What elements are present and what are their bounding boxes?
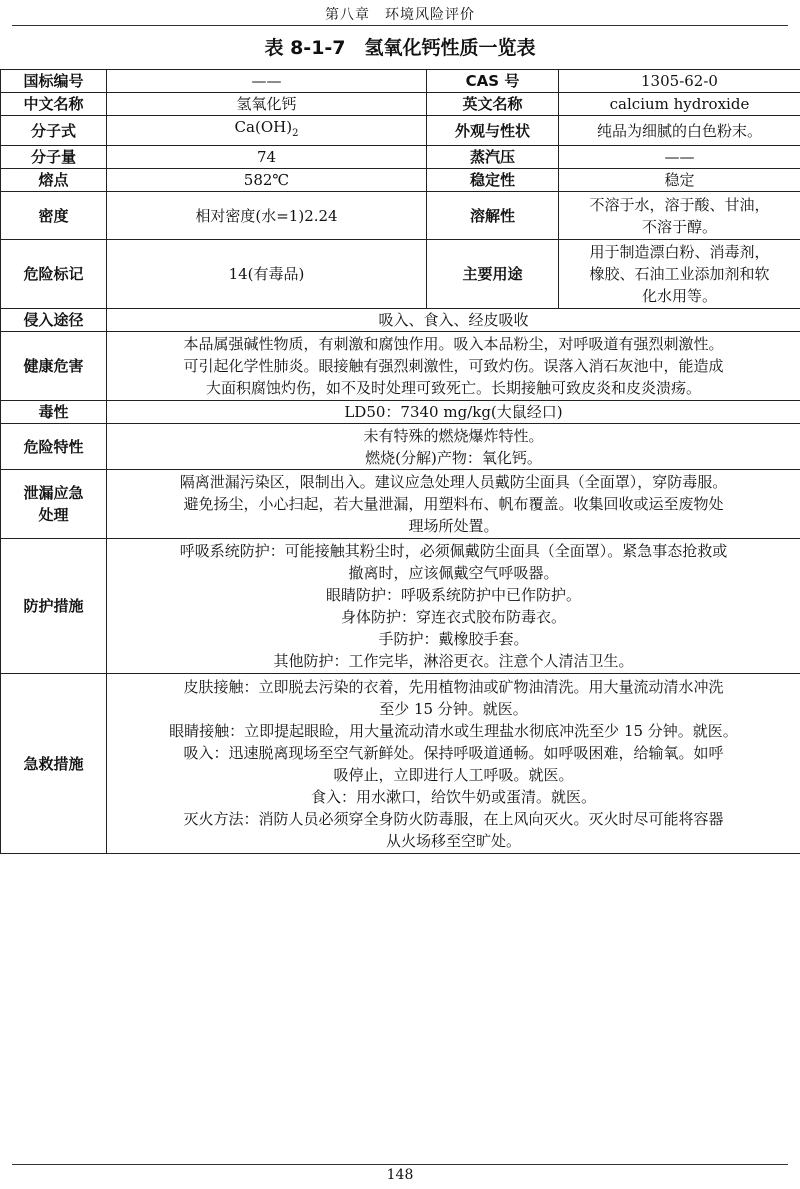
- table-row: [1, 401, 800, 424]
- table-row: [1, 424, 800, 470]
- table-row: [1, 93, 800, 116]
- protection-line: 呼吸系统防护：可能接触其粉尘时，必须佩戴防尘面具（全面罩）。紧急事态抢救或: [179, 542, 728, 560]
- value-melting-point: 582℃: [107, 169, 427, 192]
- value-molar-mass: 74: [107, 146, 427, 169]
- hazard-line: 燃烧(分解)产物：氧化钙。: [365, 448, 542, 467]
- label-main-use: 主要用途: [427, 240, 559, 309]
- first-aid-line: 眼睛接触：立即提起眼睑，用大量流动清水或生理盐水彻底冲洗至少 15 分钟。就医。: [169, 721, 738, 740]
- protection-line: 撤离时，应该佩戴空气呼吸器。: [348, 564, 559, 582]
- label-solubility: 溶解性: [427, 192, 559, 240]
- health-line: 可引起化学性肺炎。眼接触有强烈刺激性，可致灼伤。误落入消石灰池中，能造成: [183, 357, 724, 375]
- leak-label-line: 泄漏应急: [23, 484, 84, 502]
- table-row: [1, 539, 800, 674]
- label-vapor-pressure: 蒸汽压: [427, 146, 559, 169]
- leak-label-line: 处理: [38, 506, 69, 524]
- first-aid-line: 吸停止，立即进行人工呼吸。就医。: [333, 765, 574, 784]
- label-density: 密度: [1, 192, 107, 240]
- value-toxicity: LD50：7340 mg/kg(大鼠经口): [107, 401, 800, 424]
- first-aid-line: 从火场移至空旷处。: [385, 831, 521, 850]
- value-stability: 稳定: [559, 169, 800, 192]
- label-stability: 稳定性: [427, 169, 559, 192]
- main-use-line: 化水用等。: [641, 287, 717, 305]
- value-cn-name: 氢氧化钙: [107, 93, 427, 116]
- label-cn-name: 中文名称: [1, 93, 107, 116]
- value-intrusion-route: 吸入、食入、经皮吸收: [107, 309, 800, 332]
- label-health-hazard: 健康危害: [1, 332, 107, 401]
- value-density: 相对密度(水=1)2.24: [107, 192, 427, 240]
- footer-divider: [12, 1164, 788, 1165]
- table-row: [1, 470, 800, 539]
- label-first-aid: 急救措施: [1, 674, 107, 854]
- first-aid-line: 食入：用水漱口，给饮牛奶或蛋清。就医。: [310, 787, 596, 806]
- main-use-line: 用于制造漂白粉、消毒剂，: [589, 243, 770, 261]
- header-divider: [12, 25, 788, 26]
- label-toxicity: 毒性: [1, 401, 107, 424]
- label-formula: 分子式: [1, 116, 107, 146]
- table-row: [1, 70, 800, 93]
- value-main-use: [559, 240, 800, 309]
- protection-line: 眼睛防护：呼吸系统防护中已作防护。: [325, 586, 581, 604]
- label-en-name: 英文名称: [427, 93, 559, 116]
- label-intrusion-route: 侵入途径: [1, 309, 107, 332]
- chapter-header: 第八章 环境风险评价: [325, 7, 475, 23]
- label-cas: CAS 号: [427, 70, 559, 93]
- label-molar-mass: 分子量: [1, 146, 107, 169]
- health-line: 本品属强碱性物质，有刺激和腐蚀作用。吸入本品粉尘，对呼吸道有强烈刺激性。: [183, 335, 724, 353]
- label-hazard-property: 危险特性: [1, 424, 107, 470]
- value-leak-response: [107, 470, 800, 539]
- first-aid-line: 皮肤接触：立即脱去污染的衣着，先用植物油或矿物油清洗。用大量流动清水冲洗: [183, 677, 724, 696]
- leak-line: 隔离泄漏污染区，限制出入。建议应急处理人员戴防尘面具（全面罩），穿防毒服。: [179, 473, 728, 491]
- value-vapor-pressure: ——: [559, 146, 800, 169]
- label-protection: 防护措施: [1, 539, 107, 674]
- table-row: [1, 332, 800, 401]
- solubility-line: 不溶于水，溶于酸、甘油，: [589, 195, 770, 214]
- leak-line: 理场所处置。: [408, 517, 499, 535]
- table-row: [1, 146, 800, 169]
- first-aid-line: 至少 15 分钟。就医。: [379, 699, 528, 718]
- table-title: 表 8-1-7 氢氧化钙性质一览表: [264, 37, 536, 59]
- table-row: [1, 192, 800, 240]
- value-gb-number: ——: [107, 70, 427, 93]
- value-health-hazard: [107, 332, 800, 401]
- health-line: 大面积腐蚀灼伤，如不及时处理可致死亡。长期接触可致皮炎和皮炎溃疡。: [205, 379, 701, 397]
- formula-subscript: 2: [292, 128, 299, 139]
- main-use-line: 橡胶、石油工业添加剂和软: [589, 265, 770, 283]
- label-gb-number: 国标编号: [1, 70, 107, 93]
- label-appearance: 外观与性状: [427, 116, 559, 146]
- table-row: [1, 309, 800, 332]
- label-hazard-mark: 危险标记: [1, 240, 107, 309]
- solubility-line: 不溶于醇。: [641, 217, 717, 236]
- label-melting-point: 熔点: [1, 169, 107, 192]
- value-hazard-mark: 14(有毒品): [107, 240, 427, 309]
- value-first-aid: [107, 674, 800, 854]
- table-row: [1, 674, 800, 854]
- table-row: [1, 240, 800, 309]
- page-number: 148: [386, 1167, 414, 1183]
- first-aid-line: 吸入：迅速脱离现场至空气新鲜处。保持呼吸道通畅。如呼吸困难，给输氧。如呼: [183, 743, 724, 762]
- table-row: [1, 116, 800, 146]
- value-solubility: [559, 192, 800, 240]
- first-aid-line: 灭火方法：消防人员必须穿全身防火防毒服，在上风向灭火。灭火时尽可能将容器: [183, 809, 724, 828]
- value-protection: [107, 539, 800, 674]
- protection-line: 身体防护：穿连衣式胶布防毒衣。: [340, 608, 566, 626]
- value-en-name: calcium hydroxide: [559, 93, 800, 116]
- hazard-line: 未有特殊的燃烧爆炸特性。: [363, 426, 544, 445]
- protection-line: 其他防护：工作完毕，淋浴更衣。注意个人清洁卫生。: [273, 652, 634, 670]
- leak-line: 避免扬尘，小心扫起，若大量泄漏，用塑料布、帆布覆盖。收集回收或运至废物处: [183, 495, 724, 513]
- protection-line: 手防护：戴橡胶手套。: [378, 630, 529, 648]
- formula-main: Ca(OH): [234, 118, 293, 136]
- label-leak-response: [1, 470, 107, 539]
- value-cas: 1305-62-0: [559, 70, 800, 93]
- table-row: [1, 169, 800, 192]
- value-hazard-property: [107, 424, 800, 470]
- properties-table: [0, 69, 800, 854]
- value-formula: [107, 116, 427, 146]
- value-appearance: 纯品为细腻的白色粉末。: [559, 116, 800, 146]
